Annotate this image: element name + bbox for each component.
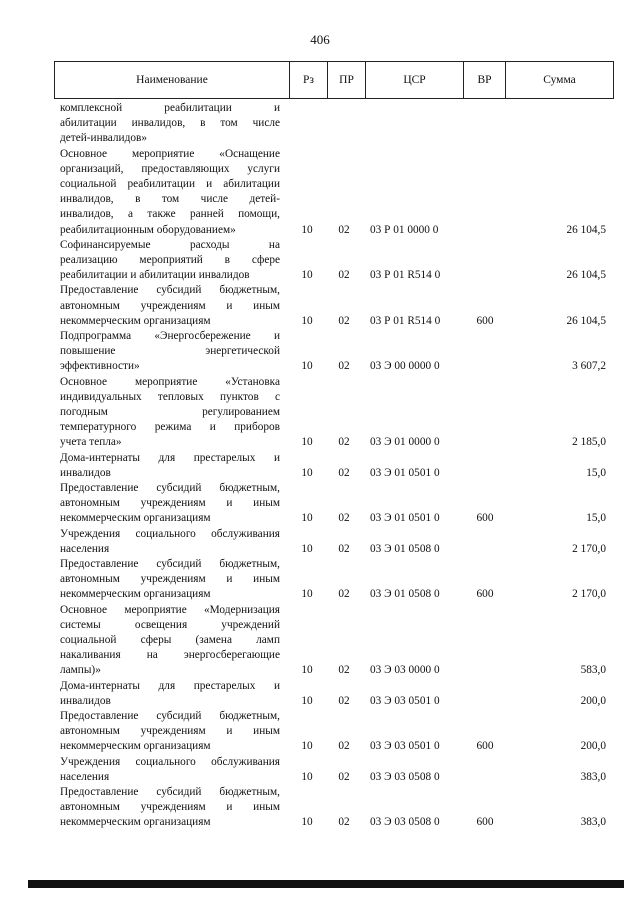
row-rz: 10: [301, 466, 313, 479]
page-bottom-border: [28, 880, 624, 888]
row-sum: 383,0: [580, 816, 606, 829]
row-rz: 10: [301, 269, 313, 282]
row-name-line: автономным учреждениям и иным: [60, 497, 280, 510]
row-name-line: некоммерческим организациям: [60, 314, 211, 327]
row-pr: 02: [338, 694, 350, 707]
row-sum: 15,0: [586, 466, 606, 479]
row-rz: 10: [301, 512, 313, 525]
row-vr: 600: [476, 314, 494, 327]
row-rz: 10: [301, 588, 313, 601]
row-name: [60, 238, 280, 284]
row-csr: 03 Р 01 R514 0: [370, 314, 441, 327]
row-csr: 03 Р 01 R514 0: [370, 269, 441, 282]
row-sum: 26 104,5: [566, 269, 606, 282]
row-rz: 10: [301, 360, 313, 373]
row-sum: 26 104,5: [566, 314, 606, 327]
header-vr: ВР: [463, 62, 505, 98]
row-csr: 03 Э 03 0508 0: [370, 816, 440, 829]
row-name: [60, 481, 280, 527]
header-pr: ПР: [327, 62, 365, 98]
row-csr: 03 Э 01 0508 0: [370, 542, 440, 555]
row-sum: 3 607,2: [572, 360, 606, 373]
row-name-line: Учреждения социального обслуживания: [60, 755, 280, 768]
row-name-line: Предоставление субсидий бюджетным,: [60, 284, 280, 297]
row-csr: 03 Э 03 0508 0: [370, 770, 440, 783]
row-sum: 2 170,0: [572, 542, 606, 555]
row-name-line: Дома-интернаты для престарелых и: [60, 679, 280, 692]
row-pr: 02: [338, 512, 350, 525]
row-rz: 10: [301, 542, 313, 555]
row-csr: 03 Э 01 0501 0: [370, 466, 440, 479]
row-pr: 02: [338, 816, 350, 829]
row-name-line: Дома-интернаты для престарелых и: [60, 451, 280, 464]
row-name-line: Предоставление субсидий бюджетным,: [60, 482, 280, 494]
row-name-line: абилитации инвалидов, в том числе: [60, 117, 280, 130]
header-csr: ЦСР: [365, 62, 463, 98]
row-name-line: автономным учреждениям и иным: [60, 573, 280, 586]
row-name-line: автономным учреждениям и иным: [60, 299, 280, 312]
row-name-line: Предоставление субсидий бюджетным,: [60, 710, 280, 722]
row-rz: 10: [301, 664, 313, 677]
header-name: Наименование: [136, 74, 208, 86]
row-pr: 02: [338, 770, 350, 783]
row-name: [60, 147, 280, 238]
row-name-line: погодным регулированием: [60, 406, 280, 418]
row-sum: 200,0: [580, 694, 606, 707]
header-sum: Сумма: [505, 62, 613, 98]
header-rz: Рз: [289, 62, 327, 98]
row-name-line: населения: [60, 542, 110, 555]
row-name-line: автономным учреждениям и иным: [60, 725, 280, 738]
row-name-line: детей-инвалидов»: [60, 132, 147, 145]
row-rz: 10: [301, 770, 313, 783]
row-vr: 600: [476, 740, 494, 753]
row-name: [60, 527, 280, 557]
row-name: [60, 709, 280, 755]
row-vr: 600: [476, 512, 494, 525]
row-name-line: инвалидов, в том числе детей-: [60, 193, 280, 206]
row-name-line: социальной сферы (замена ламп: [60, 634, 280, 646]
row-csr: 03 Э 03 0501 0: [370, 740, 440, 753]
row-name-line: Основное мероприятие «Модернизация: [60, 603, 280, 616]
row-name-line: повышение энергетической: [60, 345, 280, 358]
row-rz: 10: [301, 694, 313, 707]
row-csr: 03 Э 01 0000 0: [370, 436, 440, 449]
row-name-line: реализацию мероприятий в сфере: [60, 254, 280, 266]
row-sum: 383,0: [580, 770, 606, 783]
row-sum: 15,0: [586, 512, 606, 525]
row-rz: 10: [301, 436, 313, 449]
row-name-line: некоммерческим организациям: [60, 588, 211, 601]
row-sum: 2 185,0: [572, 436, 606, 449]
row-csr: 03 Э 01 0508 0: [370, 588, 440, 601]
row-name-line: Подпрограмма «Энергосбережение и: [60, 330, 280, 342]
row-name-line: лампы)»: [60, 664, 101, 677]
row-name-line: Основное мероприятие «Оснащение: [60, 147, 280, 160]
row-name: [60, 755, 280, 785]
row-name: [60, 557, 280, 603]
row-name-line: организаций, предоставляющих услуги: [60, 162, 280, 175]
row-name-line: социальной реабилитации и абилитации: [60, 178, 280, 190]
row-pr: 02: [338, 588, 350, 601]
row-csr: 03 Э 03 0000 0: [370, 664, 440, 677]
row-name-line: реабилитации и абилитации инвалидов: [60, 269, 250, 282]
row-name-line: некоммерческим организациям: [60, 740, 211, 753]
row-rz: 10: [301, 816, 313, 829]
row-name-line: Предоставление субсидий бюджетным,: [60, 786, 280, 798]
row-sum: 26 104,5: [566, 223, 606, 236]
row-csr: 03 Э 03 0501 0: [370, 694, 440, 707]
row-name: [60, 283, 280, 329]
row-name-line: инвалидов, а также ранней помощи,: [60, 208, 280, 221]
row-name-line: населения: [60, 770, 110, 783]
row-name-line: реабилитационным оборудованием»: [60, 223, 236, 236]
row-name: [60, 101, 280, 147]
row-rz: 10: [301, 223, 313, 236]
row-pr: 02: [338, 740, 350, 753]
row-name-line: учета тепла»: [60, 436, 122, 449]
row-rz: 10: [301, 314, 313, 327]
row-name-line: комплексной реабилитации и: [60, 102, 280, 114]
row-name-line: инвалидов: [60, 694, 111, 707]
row-pr: 02: [338, 269, 350, 282]
row-name-line: некоммерческим организациям: [60, 512, 211, 525]
row-name: [60, 785, 280, 831]
row-pr: 02: [338, 223, 350, 236]
row-name-line: Предоставление субсидий бюджетным,: [60, 558, 280, 570]
row-sum: 583,0: [580, 664, 606, 677]
row-name-line: Софинансируемые расходы на: [60, 238, 280, 251]
row-name-line: Основное мероприятие «Установка: [60, 375, 280, 388]
row-name-line: некоммерческим организациям: [60, 816, 211, 829]
row-name-line: индивидуальных тепловых пунктов с: [60, 390, 280, 403]
table-header: [54, 61, 614, 99]
row-name: [60, 329, 280, 375]
row-name-line: инвалидов: [60, 466, 111, 479]
page-number: 406: [310, 32, 330, 47]
row-csr: 03 Э 01 0501 0: [370, 512, 440, 525]
row-rz: 10: [301, 740, 313, 753]
row-name: [60, 679, 280, 709]
row-sum: 2 170,0: [572, 588, 606, 601]
row-pr: 02: [338, 664, 350, 677]
row-vr: 600: [476, 816, 494, 829]
row-pr: 02: [338, 314, 350, 327]
row-name-line: Учреждения социального обслуживания: [60, 527, 280, 540]
row-name: [60, 451, 280, 481]
row-pr: 02: [338, 436, 350, 449]
row-name-line: накаливания на энергосберегающие: [60, 649, 280, 662]
row-csr: 03 Э 00 0000 0: [370, 360, 440, 373]
row-csr: 03 Р 01 0000 0: [370, 223, 439, 236]
row-name-line: температурного режима и приборов: [60, 421, 280, 434]
row-sum: 200,0: [580, 740, 606, 753]
row-pr: 02: [338, 542, 350, 555]
row-name: [60, 375, 280, 451]
row-name-line: автономным учреждениям и иным: [60, 801, 280, 814]
row-pr: 02: [338, 466, 350, 479]
row-name: [60, 603, 280, 679]
row-vr: 600: [476, 588, 494, 601]
row-name-line: системы освещения учреждений: [60, 618, 280, 631]
row-name-line: эффективности»: [60, 360, 140, 373]
row-pr: 02: [338, 360, 350, 373]
